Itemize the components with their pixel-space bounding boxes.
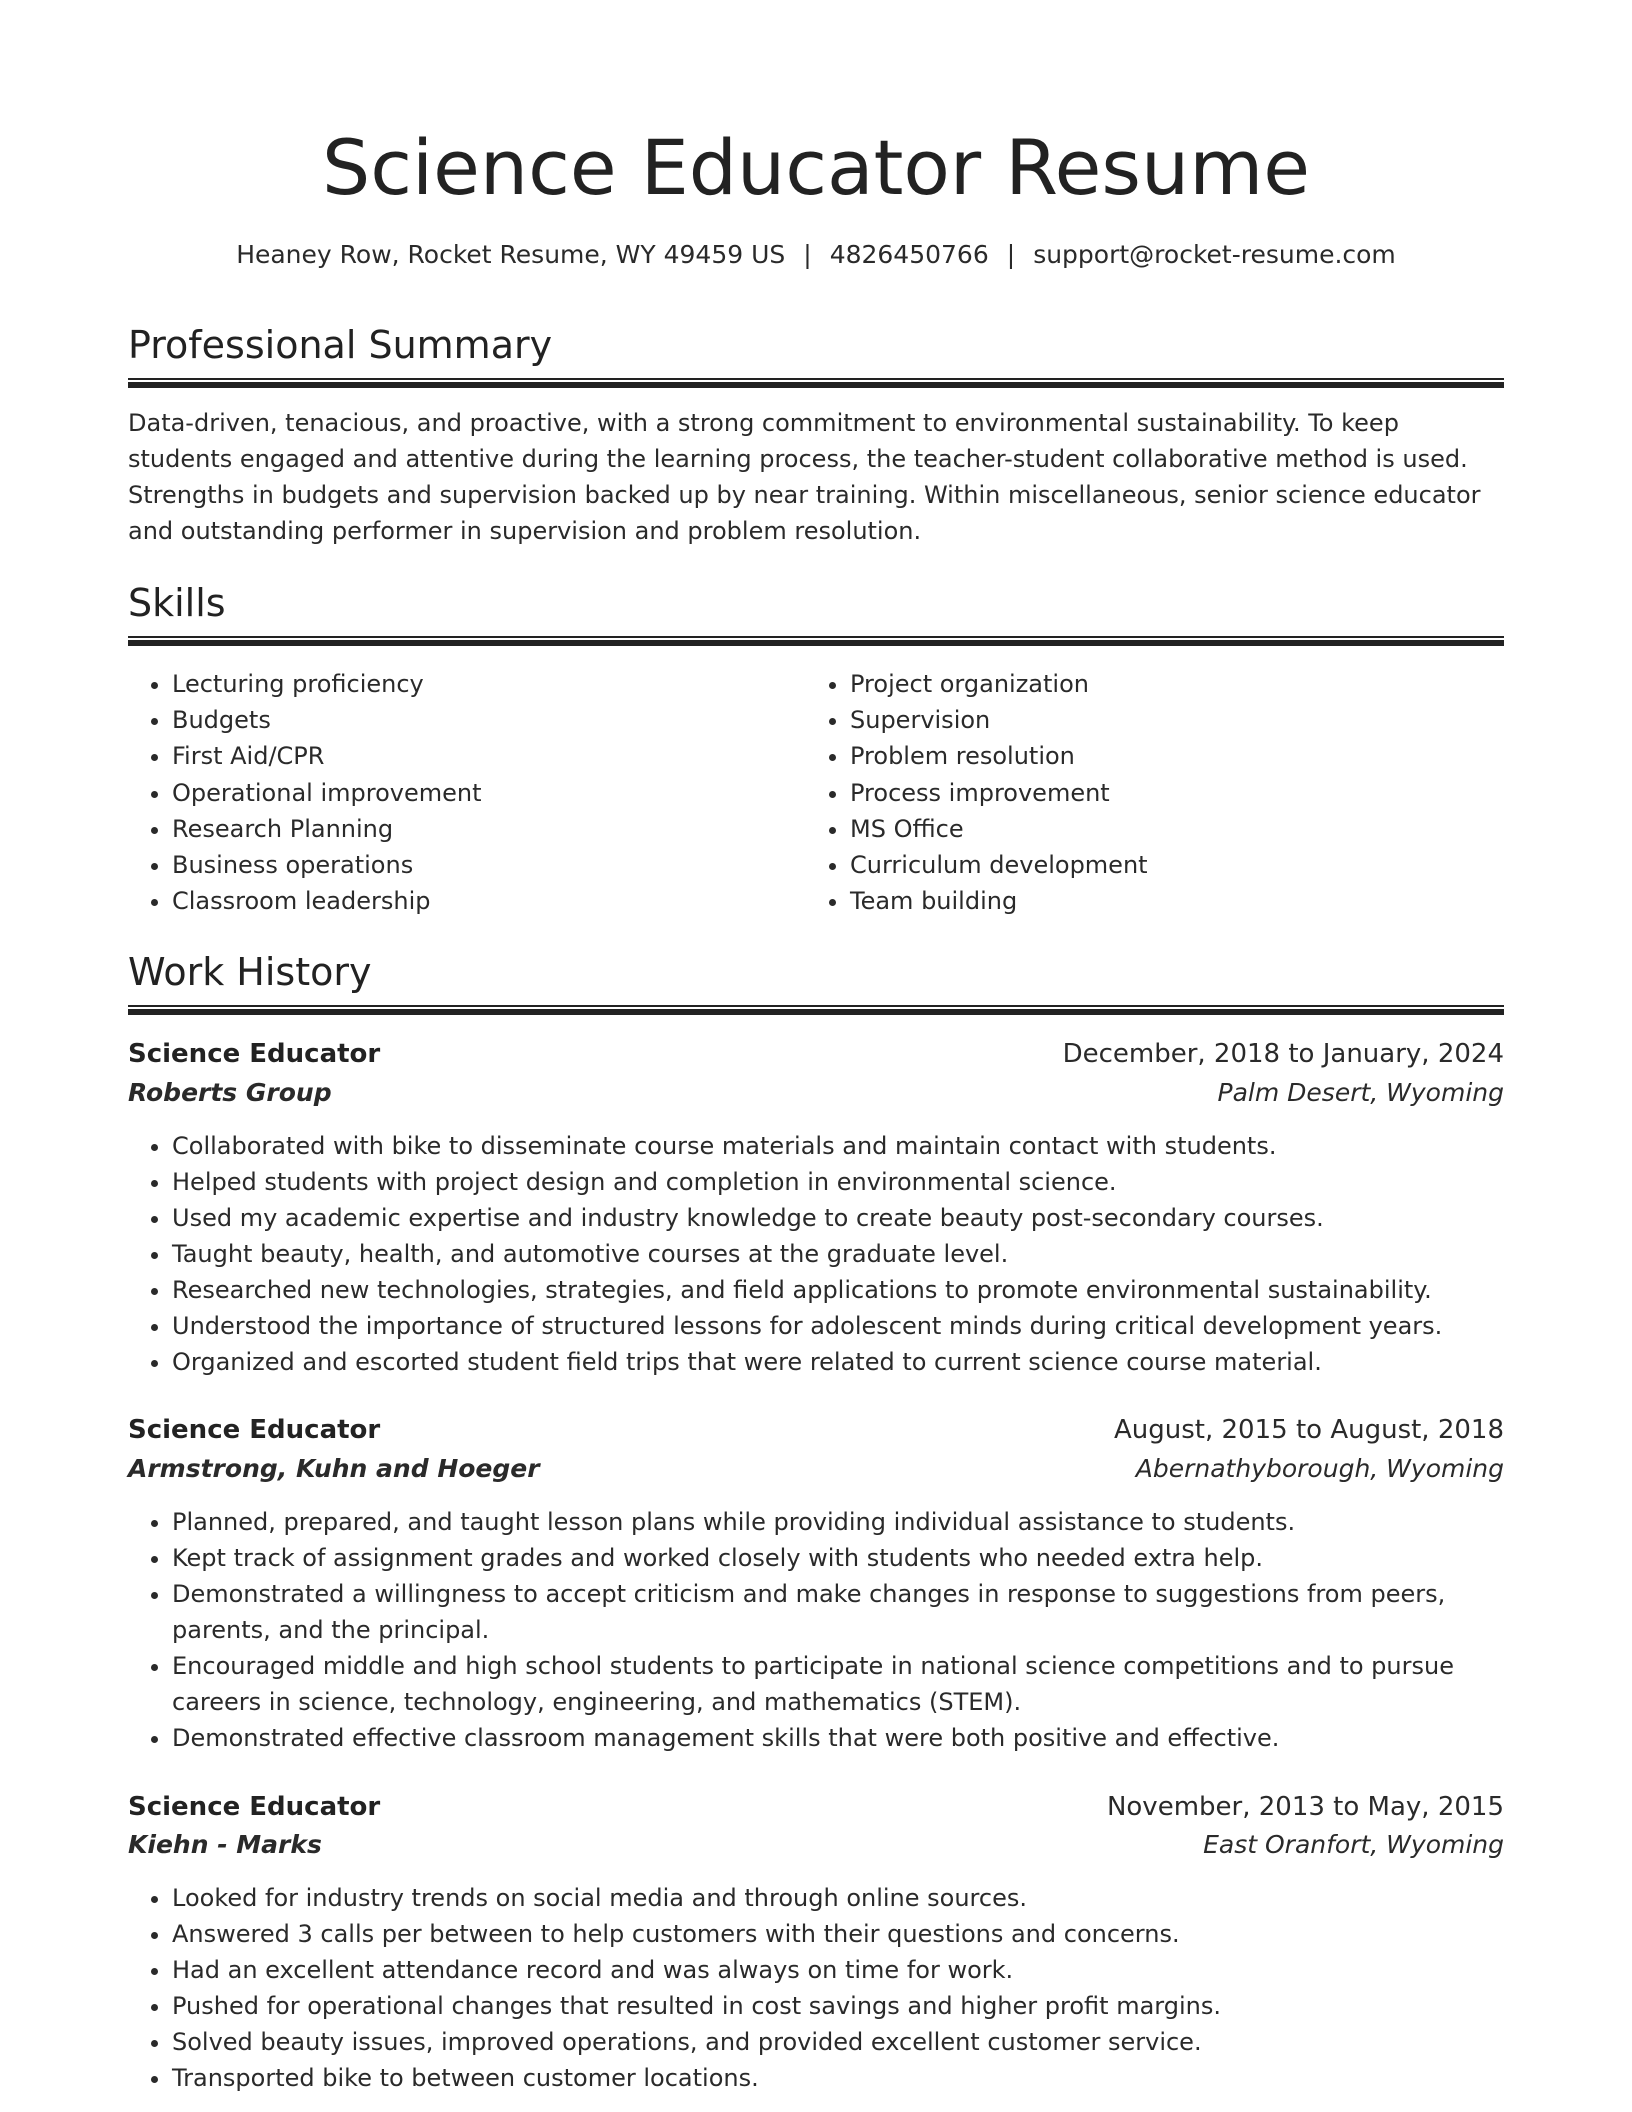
list-item: • Answered 3 calls per between to help customers with their questions and concerns. [172, 1916, 1504, 1952]
summary-divider [128, 378, 1504, 388]
company-name: Kiehn - Marks [128, 1830, 322, 1859]
job-employer-row [128, 1075, 1504, 1111]
contact-phone: 4826450766 [829, 240, 989, 269]
list-item: • Solved beauty issues, improved operations, and provided excellent customer service. [172, 2024, 1504, 2060]
skills-list-left [128, 666, 481, 919]
list-item: • Transported bike to between customer locations. [172, 2060, 1504, 2096]
skill-item: • Project organization [850, 666, 1148, 702]
contact-line [128, 238, 1504, 272]
list-item: • Taught beauty, health, and automotive courses at the graduate level. [172, 1236, 1504, 1272]
skill-item: • Lecturing proficiency [172, 666, 481, 702]
job-dates: December, 2018 to January, 2024 [1062, 1039, 1504, 1069]
skill-item: • Supervision [850, 702, 1148, 738]
skill-item: • Classroom leadership [172, 883, 481, 919]
contact-address: Heaney Row, Rocket Resume, WY 49459 US [236, 240, 786, 269]
summary-heading: Professional Summary [128, 323, 553, 367]
job-employer-row [128, 1451, 1504, 1487]
skill-item: • Operational improvement [172, 775, 481, 811]
skill-item: • Curriculum development [850, 847, 1148, 883]
skill-item: • Budgets [172, 702, 481, 738]
contact-email: support@rocket-resume.com [1033, 240, 1396, 269]
job-header [128, 1036, 1504, 1072]
work-divider [128, 1005, 1504, 1015]
skill-item: • First Aid/CPR [172, 738, 481, 774]
list-item: • Encouraged middle and high school students to participate in national science competitions and to pursue careers in science, technology, engineering, and mathematics (STEM). [172, 1648, 1504, 1720]
skills-divider [128, 636, 1504, 646]
skills-heading: Skills [128, 581, 226, 625]
list-item: • Had an excellent attendance record and was always on time for work. [172, 1952, 1504, 1988]
list-item: • Planned, prepared, and taught lesson plans while providing individual assistance to students. [172, 1504, 1504, 1540]
job-location: Palm Desert, Wyoming [1217, 1078, 1504, 1107]
list-item: • Kept track of assignment grades and worked closely with students who needed extra help. [172, 1540, 1504, 1576]
list-item: • Looked for industry trends on social media and through online sources. [172, 1880, 1504, 1916]
job-location: East Oranfort, Wyoming [1203, 1830, 1504, 1859]
list-item: • Understood the importance of structured lessons for adolescent minds during critical development years. [172, 1308, 1504, 1344]
job-duties-list [128, 1880, 1504, 2096]
job-title: Science Educator [128, 1792, 381, 1822]
list-item: • Collaborated with bike to disseminate course materials and maintain contact with students. [172, 1128, 1504, 1164]
skill-item: • Process improvement [850, 775, 1148, 811]
skill-item: • Research Planning [172, 811, 481, 847]
job-dates: November, 2013 to May, 2015 [1106, 1792, 1504, 1822]
job-employer-row [128, 1827, 1504, 1863]
job-duties-list [128, 1128, 1504, 1380]
job-title: Science Educator [128, 1415, 381, 1445]
list-item: • Helped students with project design and completion in environmental science. [172, 1164, 1504, 1200]
contact-separator: | [803, 240, 812, 269]
job-location: Abernathyborough, Wyoming [1135, 1454, 1504, 1483]
list-item: • Used my academic expertise and industry knowledge to create beauty post-secondary courses. [172, 1200, 1504, 1236]
job-duties-list [128, 1504, 1504, 1756]
company-name: Roberts Group [128, 1078, 332, 1107]
summary-text: Data-driven, tenacious, and proactive, with a strong commitment to environmental sustainability. To keep students engaged and attentive during the learning process, the teacher-student collaborative method is used. Strengths in budgets and supervision backed up by near training. Within miscellaneous, senior science educator and outstanding performer in supervision and problem resolution. [128, 409, 1481, 545]
skills-list-right [806, 666, 1148, 919]
list-item: • Pushed for operational changes that resulted in cost savings and higher profit margins. [172, 1988, 1504, 2024]
skill-item: • MS Office [850, 811, 1148, 847]
contact-separator: | [1006, 240, 1016, 269]
skill-item: • Team building [850, 883, 1148, 919]
list-item: • Demonstrated effective classroom management skills that were both positive and effective. [172, 1720, 1504, 1756]
list-item: • Organized and escorted student field trips that were related to current science course material. [172, 1344, 1504, 1380]
job-header [128, 1789, 1504, 1825]
job-title: Science Educator [128, 1039, 381, 1069]
skill-item: • Business operations [172, 847, 481, 883]
skill-item: • Problem resolution [850, 738, 1148, 774]
job-dates: August, 2015 to August, 2018 [1114, 1415, 1504, 1445]
page-title: Science Educator Resume [322, 123, 1310, 212]
list-item: • Demonstrated a willingness to accept criticism and make changes in response to suggestions from peers, parents, and the principal. [172, 1576, 1504, 1648]
list-item: • Researched new technologies, strategies, and field applications to promote environmental sustainability. [172, 1272, 1504, 1308]
company-name: Armstrong, Kuhn and Hoeger [128, 1454, 540, 1483]
job-header [128, 1412, 1504, 1448]
work-heading: Work History [128, 950, 372, 994]
